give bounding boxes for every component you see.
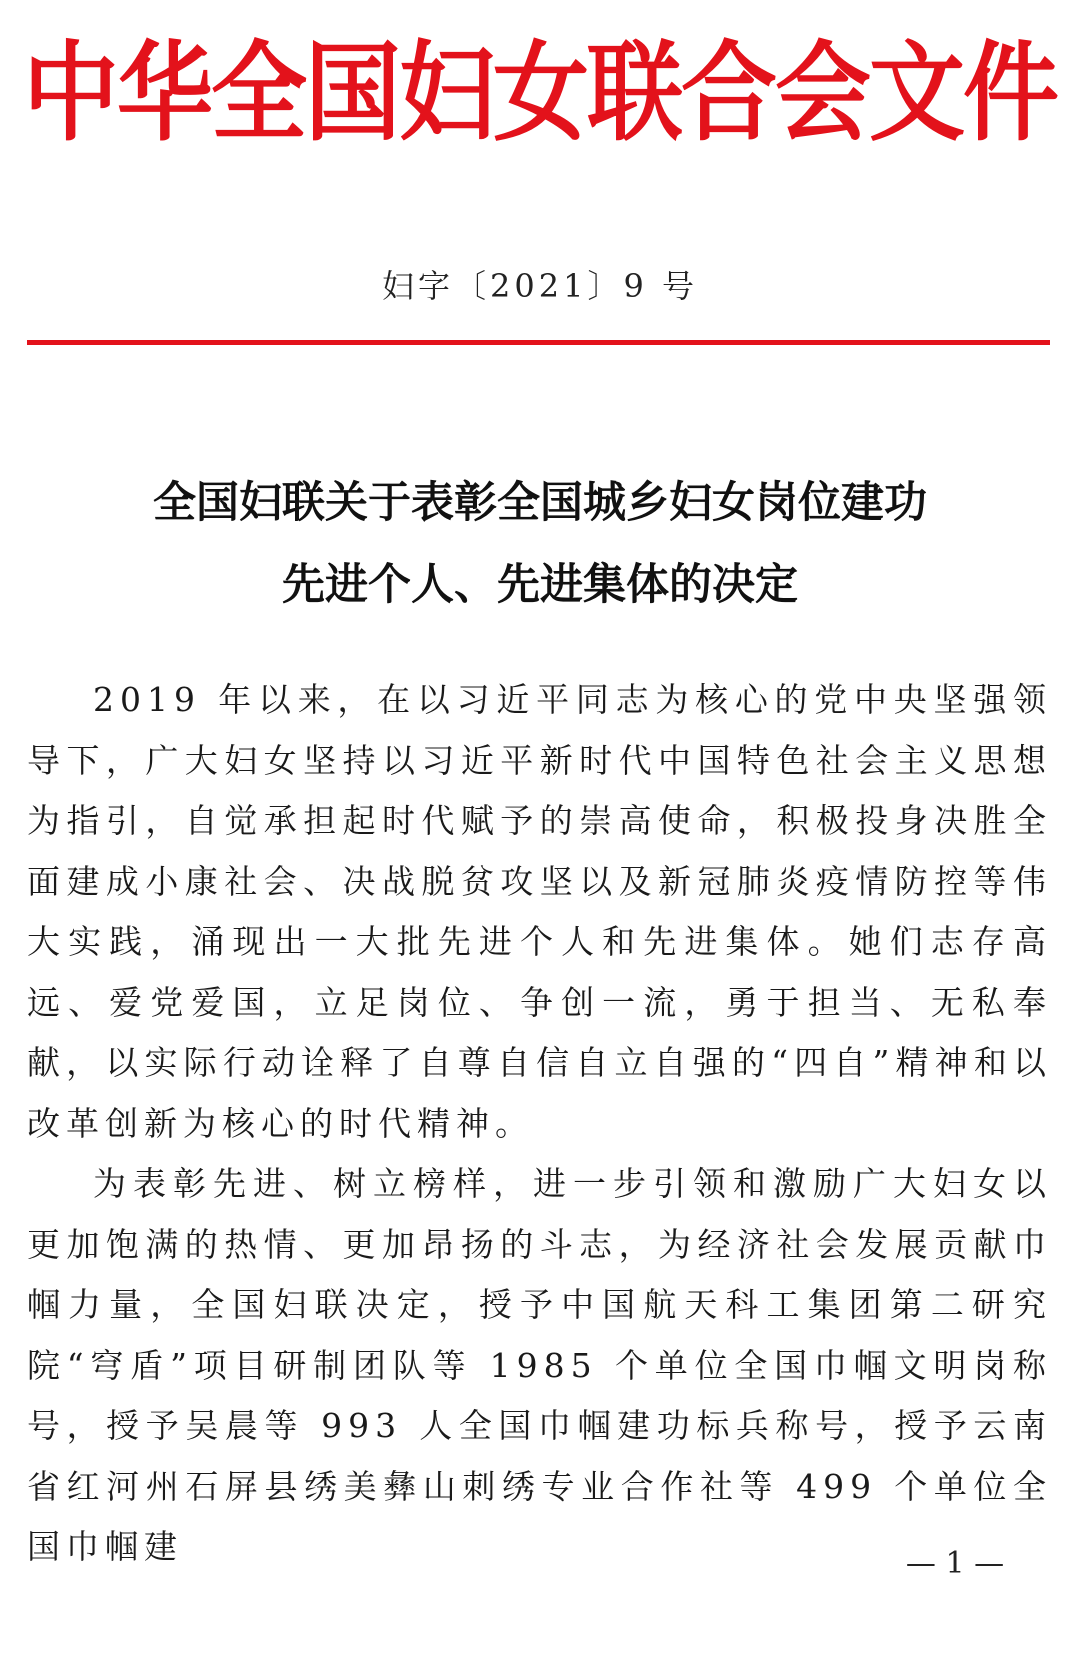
red-separator-rule: [27, 340, 1050, 345]
document-number: 妇字〔2021〕9 号: [382, 267, 698, 305]
page-number: — 1 —: [905, 1546, 1005, 1581]
title-line-1: 全国妇联关于表彰全国城乡妇女岗位建功: [153, 478, 927, 528]
body-paragraph-2: 为表彰先进、树立榜样，进一步引领和激励广大妇女以更加饱满的热情、更加昂扬的斗志，为经济社会发展贡献巾帼力量，全国妇联决定，授予中国航天科工集团第二研究院“穹盾”项目研制团队等 1985 个单位全国巾帼文明岗称号，授予吴晨等 993 人全国巾帼建功标兵称号，授予云南省红河州石屏县绣美彝山刺绣专业合作社等 499 个单位全国巾帼建: [27, 1164, 1052, 1566]
masthead-title: 中华全国妇女联合会文件: [23, 30, 1057, 156]
document-body: [27, 670, 1052, 1578]
title-line-2: 先进个人、先进集体的决定: [282, 560, 798, 610]
document-title: [0, 462, 1080, 626]
body-paragraph-1: 2019 年以来，在以习近平同志为核心的党中央坚强领导下，广大妇女坚持以习近平新时代中国特色社会主义思想为指引，自觉承担起时代赋予的崇高使命，积极投身决胜全面建成小康社会、决战脱贫攻坚以及新冠肺炎疫情防控等伟大实践，涌现出一大批先进个人和先进集体。她们志存高远、爱党爱国，立足岗位、争创一流，勇于担当、无私奉献，以实际行动诠释了自尊自信自立自强的“四自”精神和以改革创新为核心的时代精神。: [27, 680, 1052, 1143]
